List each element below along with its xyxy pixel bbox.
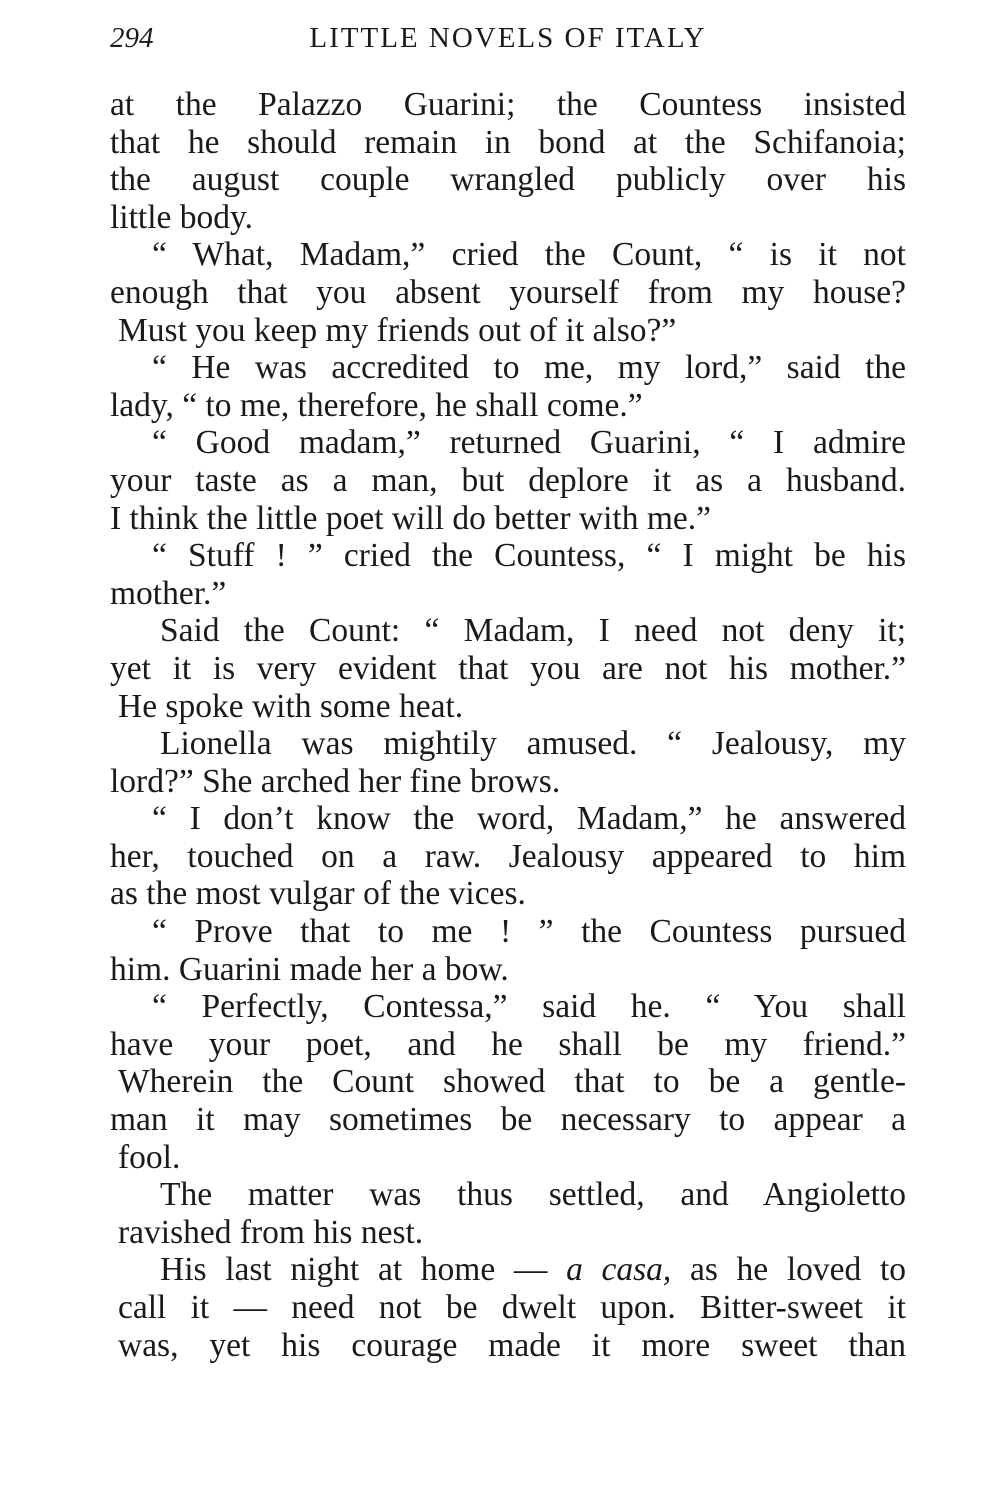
text-line: “ What, Madam,” cried the Count, “ is it not	[152, 236, 906, 274]
running-title: LITTLE NOVELS OF ITALY	[309, 22, 707, 54]
text-line: your taste as a man, but deplore it as a husband.	[110, 461, 906, 499]
text-line: was, yet his courage made it more sweet than	[118, 1326, 906, 1364]
text-segment: as he loved to	[671, 1251, 907, 1289]
text-line: enough that you absent yourself from my house?	[110, 273, 906, 311]
text-line: her, touched on a raw. Jealousy appeared to him	[110, 837, 906, 875]
text-line-italic-phrase	[110, 1251, 906, 1289]
text-line: Said the Count: “ Madam, I need not deny it;	[160, 612, 906, 650]
text-line: the august couple wrangled publicly over his	[110, 161, 906, 199]
page-number: 294	[110, 22, 154, 54]
text-line: lady, “ to me, therefore, he shall come.”	[110, 386, 643, 424]
text-line: at the Palazzo Guarini; the Countess insisted	[110, 86, 906, 123]
text-line: ravished from his nest.	[118, 1213, 424, 1251]
text-line: man it may sometimes be necessary to appear a	[110, 1101, 906, 1139]
text-line: as the most vulgar of the vices.	[110, 875, 526, 913]
text-line: “ I don’t know the word, Madam,” he answered	[152, 800, 906, 838]
text-line: call it — need not be dwelt upon. Bitter-sweet it	[118, 1289, 906, 1326]
text-line: Lionella was mightily amused. “ Jealousy, my	[160, 725, 906, 763]
text-line: little body.	[110, 198, 253, 236]
text-line: Must you keep my friends out of it also?”	[118, 311, 677, 349]
text-line: “ Prove that to me ! ” the Countess pursued	[152, 913, 906, 951]
text-line: lord?” She arched her fine brows.	[110, 762, 561, 800]
text-line: He spoke with some heat.	[118, 687, 464, 725]
text-line: “ Stuff ! ” cried the Countess, “ I might be his	[152, 537, 906, 575]
text-line: fool.	[118, 1138, 181, 1176]
text-line: have your poet, and he shall be my friend.”	[110, 1025, 906, 1063]
text-line: “ Good madam,” returned Guarini, “ I admire	[152, 424, 906, 462]
text-line: The matter was thus settled, and Angioletto	[160, 1176, 906, 1214]
body-text	[110, 86, 906, 1364]
text-line: “ Perfectly, Contessa,” said he. “ You shall	[152, 988, 906, 1026]
text-line: mother.”	[110, 574, 227, 612]
running-head	[110, 18, 906, 58]
text-line: yet it is very evident that you are not his mother.”	[110, 649, 906, 687]
text-line: that he should remain in bond at the Schifanoia;	[110, 123, 906, 161]
text-line: I think the little poet will do better with me.”	[110, 499, 712, 537]
text-line: him. Guarini made her a bow.	[110, 950, 509, 988]
text-segment: His last night at home —	[160, 1251, 567, 1289]
italic-phrase: a casa,	[566, 1251, 672, 1289]
text-line: “ He was accredited to me, my lord,” said the	[152, 349, 906, 387]
text-line: Wherein the Count showed that to be a gentle-	[118, 1063, 906, 1101]
